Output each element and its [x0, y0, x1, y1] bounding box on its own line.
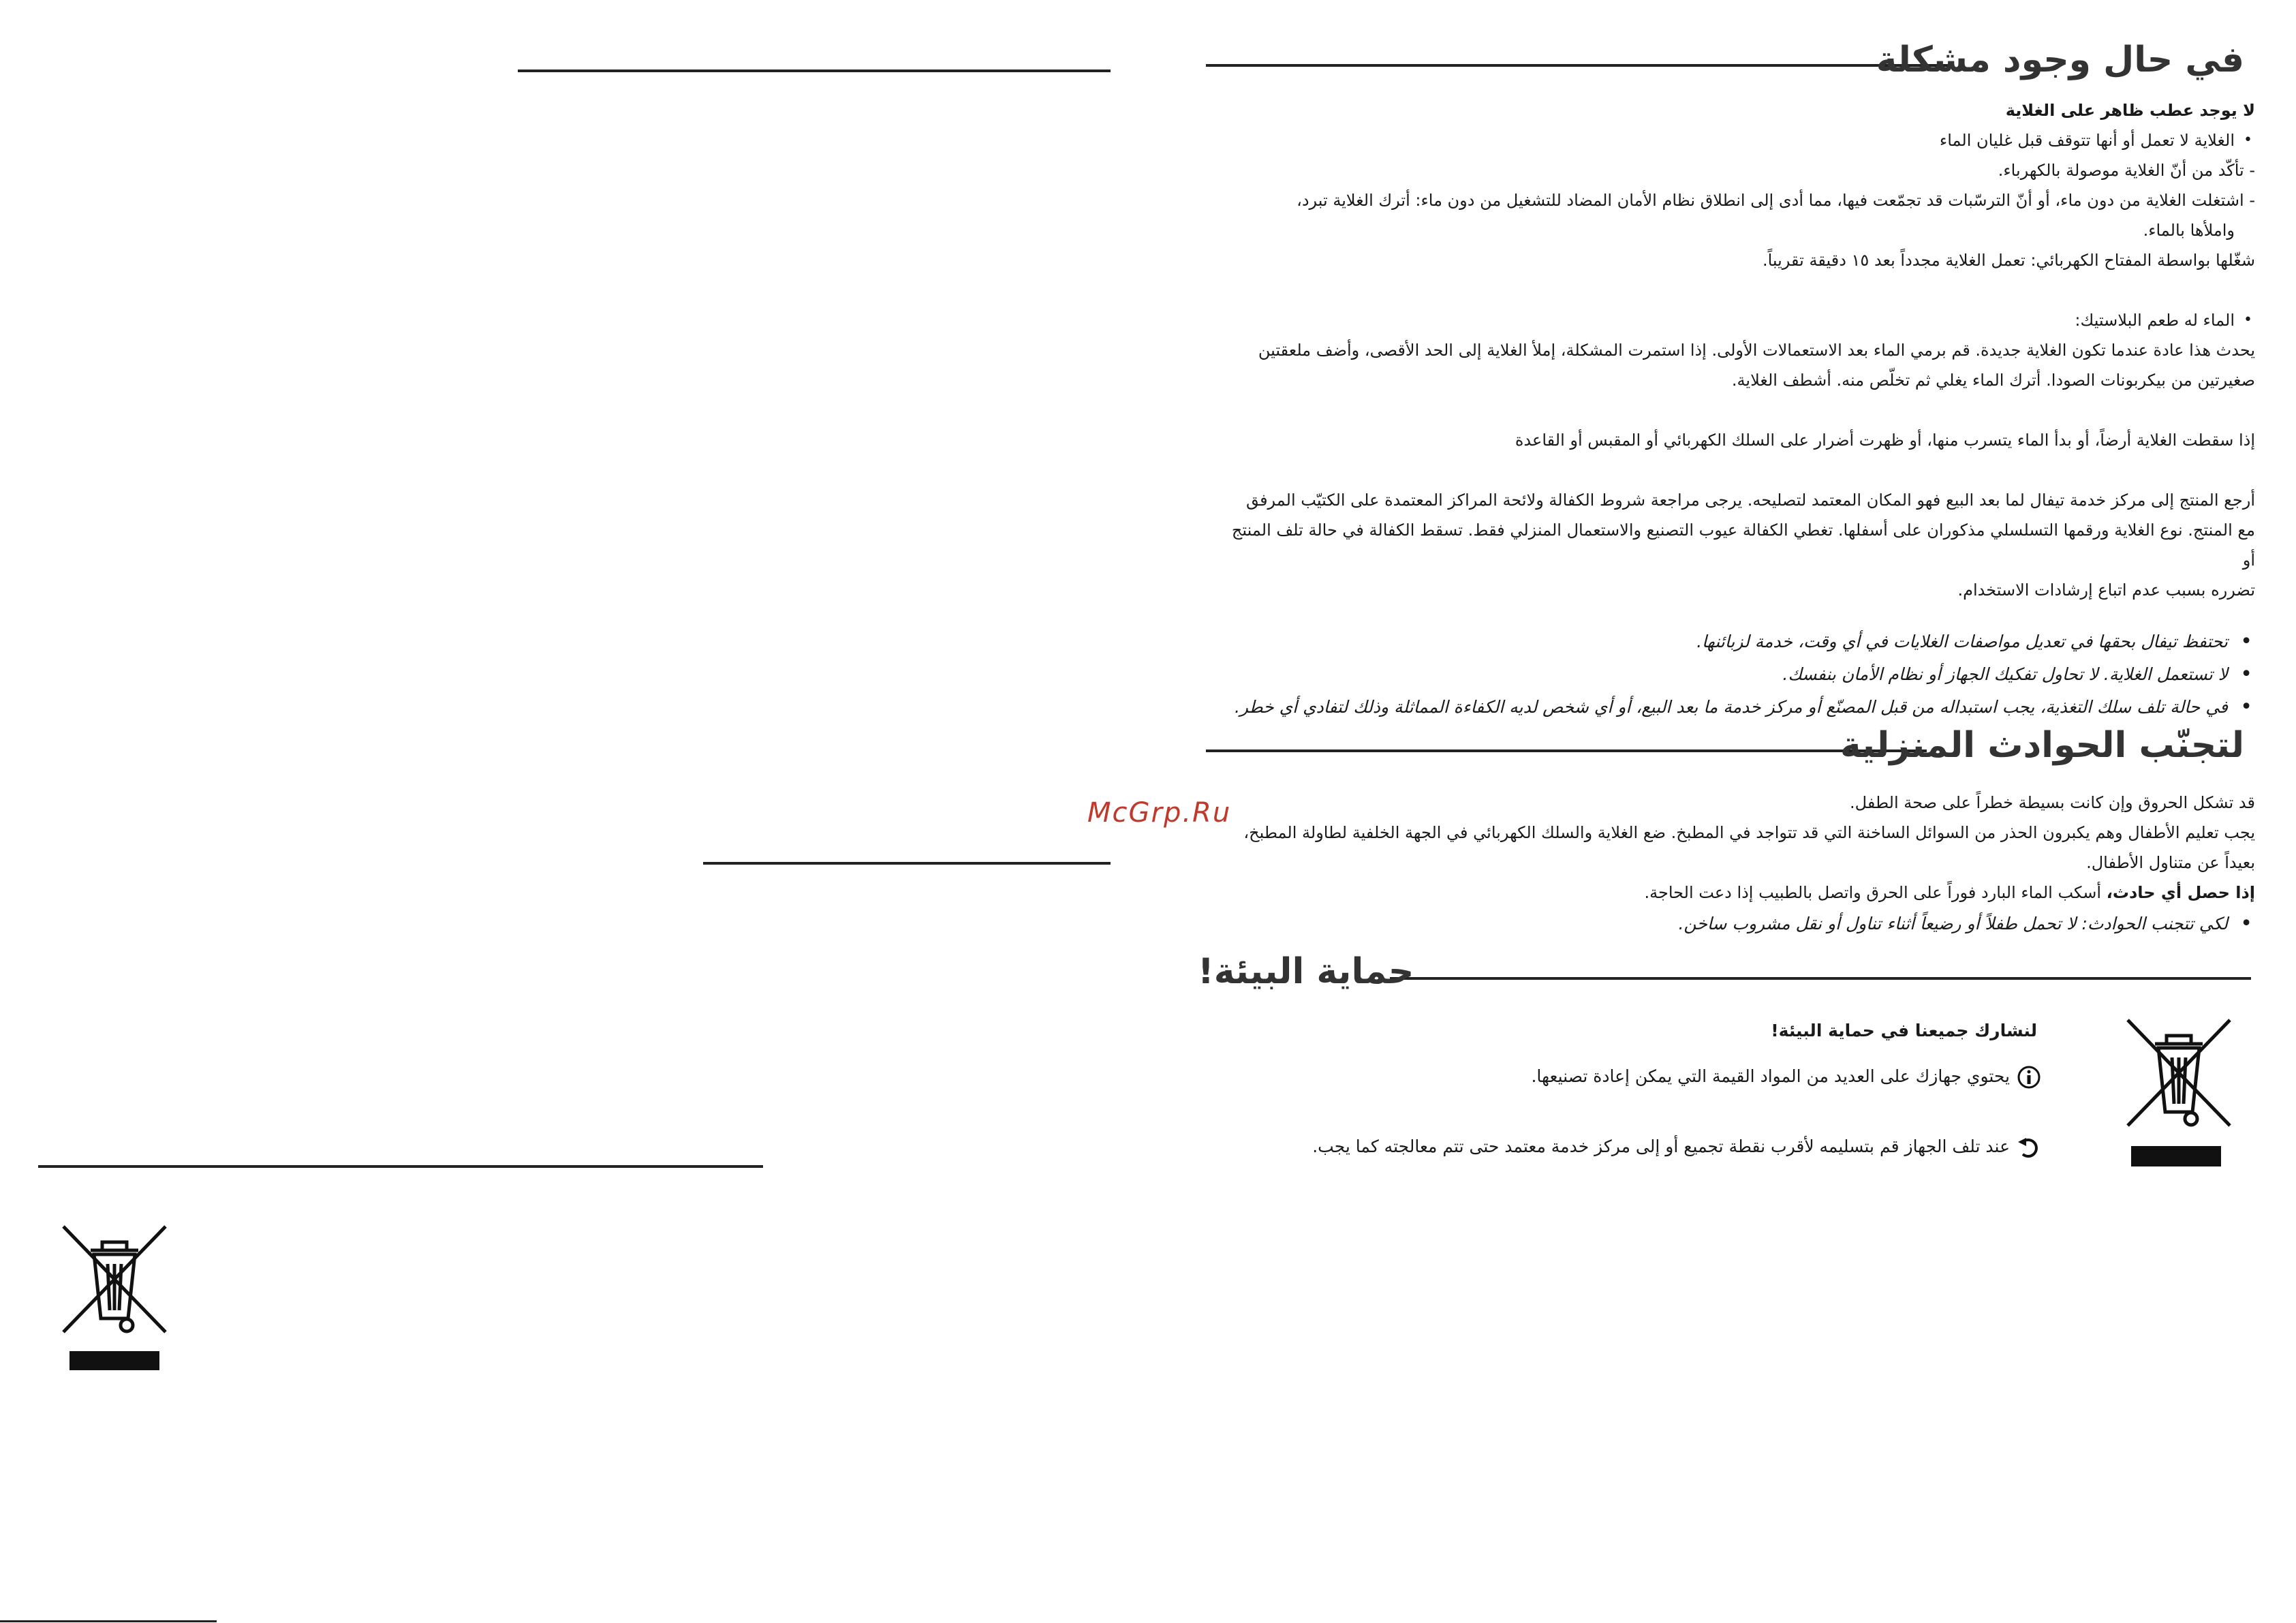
- accidents-line-3: بعيداً عن متناول الأطفال.: [2086, 853, 2255, 872]
- accidents-title: لتجنّب الحوادث المنزلية: [1840, 725, 2244, 766]
- note-item: • تحتفظ تيفال بحقها في تعديل مواصفات الغلايات في أي وقت، خدمة لزبائنها.: [1220, 625, 2255, 658]
- rule-environment: [1390, 977, 2251, 980]
- info-icon: [2017, 1065, 2041, 1089]
- environment-row-2: [1312, 1135, 2041, 1160]
- environment-row-1: [1531, 1065, 2041, 1089]
- rule-troubleshooting: [1206, 64, 1954, 67]
- plastic-line-1: يحدث هذا عادة عندما تكون الغلاية جديدة. قم برمي الماء بعد الاستعمالات الأولى. إذا استمرت المشكلة، إملأ الغلاية إلى الحد الأقصى، وأضف ملعقتين: [1258, 341, 2255, 360]
- damage-text: إذا سقطت الغلاية أرضاً، أو بدأ الماء يتسرب منها، أو ظهرت أضرار على السلك الكهربائي أو المقبس أو القاعدة: [1515, 431, 2255, 450]
- rule-left-middle: [703, 862, 1111, 865]
- note-item: • في حالة تلف سلك التغذية، يجب استبداله من قبل المصنّع أو مركز خدمة ما بعد البيع، أو أي شخص لديه الكفاءة المماثلة وذلك لتفادي أي خطر.: [1220, 691, 2255, 724]
- note-item: • لا تستعمل الغلاية. لا تحاول تفكيك الجهاز أو نظام الأمان بنفسك.: [1220, 658, 2255, 691]
- rule-left-bottom: [38, 1165, 763, 1168]
- environment-line-2: عند تلف الجهاز قم بتسليمه لأقرب نقطة تجميع أو إلى مركز خدمة معتمد حتى تتم معالجته كما يجب.: [1312, 1137, 2010, 1156]
- troubleshooting-body: [1220, 95, 2255, 724]
- warranty-line-2: مع المنتج. نوع الغلاية ورقمها التسلسلي مذكوران على أسفلها. تغطي الكفالة عيوب التصنيع والاستعمال المنزلي فقط. تسقط الكفالة في حالة تلف المنتج أو: [1231, 521, 2255, 570]
- rule-left-top: [518, 69, 1111, 72]
- accidents-line-2: يجب تعليم الأطفال وهم يكبرون الحذر من السوائل الساخنة التي قد تتواجد في المطبخ. ضع الغلاية والسلك الكهربائي في الجهة الخلفية لطاولة المطبخ،: [1243, 823, 2255, 842]
- troubleshooting-bullet-1: • الغلاية لا تعمل أو أنها تتوقف قبل غليان الماء: [1220, 125, 2255, 155]
- troubleshooting-restart: شغّلها بواسطة المفتاح الكهربائي: تعمل الغلاية مجدداً بعد ١٥ دقيقة تقريباً.: [1762, 251, 2255, 270]
- accidents-line-4: [1220, 878, 2255, 908]
- plastic-line-2: صغيرتين من بيكربونات الصودا. أترك الماء يغلي ثم تخلّص منه. أشطف الغلاية.: [1731, 371, 2255, 390]
- troubleshooting-dash-1: - تأكّد من أنّ الغلاية موصولة بالكهرباء.: [1998, 161, 2255, 180]
- troubleshooting-subtitle: لا يوجد عطب ظاهر على الغلاية: [2005, 101, 2255, 120]
- environment-line-1: يحتوي جهازك على العديد من المواد القيمة التي يمكن إعادة تصنيعها.: [1531, 1066, 2010, 1086]
- accidents-line-1: قد تشكل الحروق وإن كانت بسيطة خطراً على صحة الطفل.: [1850, 793, 2255, 812]
- environment-subtitle: لنشارك جميعنا في حماية البيئة!: [1771, 1021, 2037, 1040]
- warranty-line-1: أرجع المنتج إلى مركز خدمة تيفال لما بعد البيع فهو المكان المعتمد لتصليحه. يرجى مراجعة شروط الكفالة ولائحة المراكز المعتمدة على الكتيّب المرفق: [1246, 491, 2255, 510]
- accidents-note: • لكي تتجنب الحوادث: لا تحمل طفلاً أو رضيعاً أثناء تناول أو نقل مشروب ساخن.: [1220, 908, 2255, 940]
- accidents-body: [1220, 788, 2255, 940]
- accidents-bold-lead: إذا حصل أي حادث،: [2106, 883, 2255, 902]
- troubleshooting-title: في حال وجود مشكلة: [1876, 40, 2244, 80]
- troubleshooting-dash-2a: - اشتغلت الغلاية من دون ماء، أو أنّ الترسّبات قد تجمّعت فيها، مما أدى إلى انطلاق نظام الأمان المضاد للتشغيل من دون ماء: أترك الغلاية تبرد،: [1297, 191, 2255, 210]
- environment-title: حماية البيئة!: [1198, 951, 1414, 992]
- troubleshooting-dash-2b: واملأها بالماء.: [2143, 221, 2235, 240]
- recycle-arrow-icon: [2017, 1135, 2041, 1160]
- warranty-line-3: تضرره بسبب عدم اتباع إرشادات الاستخدام.: [1957, 581, 2255, 600]
- watermark: McGrp.Ru: [1087, 797, 1232, 829]
- troubleshooting-bullet-2: • الماء له طعم البلاستيك:: [1220, 305, 2255, 335]
- rule-accidents: [1206, 749, 1927, 752]
- accidents-line-4-rest: أسكب الماء البارد فوراً على الحرق واتصل بالطبيب إذا دعت الحاجة.: [1644, 883, 2107, 902]
- crossed-bin-icon: [2124, 1017, 2233, 1169]
- crossed-bin-icon-left: [60, 1223, 169, 1373]
- rule-footer-tiny: [0, 1620, 217, 1622]
